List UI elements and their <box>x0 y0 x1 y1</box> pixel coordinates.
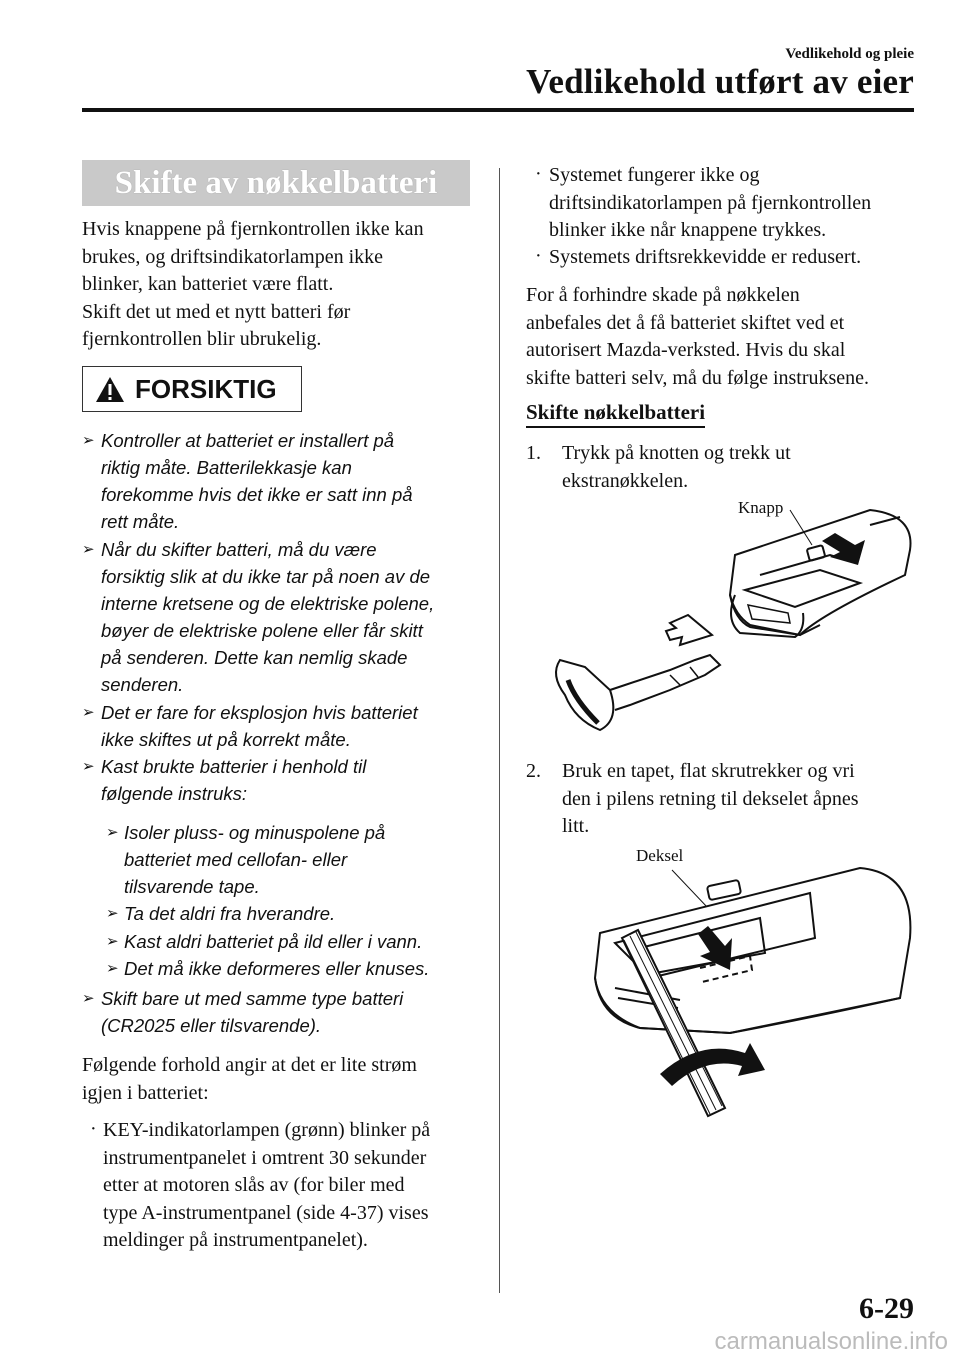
low-battery-intro <box>82 1052 417 1107</box>
text-line: Skift det ut med et nytt batteri før <box>82 300 351 323</box>
text-line: Følgende forhold angir at det er lite strøm <box>82 1054 417 1076</box>
arrow-bullet-icon: ➢ <box>82 757 95 775</box>
step-2-text <box>562 758 859 841</box>
text-line: driftsindikatorlampen på fjernkontrollen <box>549 191 872 214</box>
arrow-bullet-icon: ➢ <box>82 431 95 449</box>
figure-key-fob <box>520 495 920 755</box>
key-fob-illustration <box>520 495 920 755</box>
text-line: KEY-indikatorlampen (grønn) blinker på <box>103 1119 431 1141</box>
text-line: meldinger på instrumentpanelet). <box>103 1229 368 1251</box>
arrow-bullet-icon: ➢ <box>106 959 119 977</box>
caution-line: Kontroller at batteriet er installert på <box>101 430 395 451</box>
arrow-bullet-icon: ➢ <box>82 989 95 1007</box>
step-1-text <box>562 440 791 495</box>
caution-line: tilsvarende tape. <box>124 876 260 897</box>
text-line: etter at motoren slås av (for biler med <box>103 1174 405 1196</box>
header-section: Vedlikehold og pleie <box>785 46 914 62</box>
subheading: Skifte nøkkelbatteri <box>526 400 705 428</box>
caution-line: Isoler pluss- og minuspolene på <box>124 822 386 843</box>
figure-label: Deksel <box>636 846 684 865</box>
arrow-bullet-icon: ➢ <box>106 904 119 922</box>
caution-line: riktig måte. Batterilekkasje kan <box>101 457 352 478</box>
text-line: instrumentpanelet i omtrent 30 sekunder <box>103 1146 427 1169</box>
caution-line: Skift bare ut med samme type batteri <box>101 988 404 1009</box>
caution-line: senderen. <box>101 674 184 695</box>
caution-line: på senderen. Dette kan nemlig skade <box>101 647 408 668</box>
figure-open-cover <box>560 838 920 1128</box>
header-title: Vedlikehold utført av eier <box>526 62 914 101</box>
text-line: blinker, kan batteriet være flatt. <box>82 273 334 295</box>
text-line: blinker ikke når knappene trykkes. <box>549 219 827 241</box>
range-bullet: Systemets driftsrekkevidde er redusert. <box>549 246 862 268</box>
figure-label: Knapp <box>738 498 784 517</box>
text-line: skifte batteri selv, må du følge instruksene. <box>526 366 870 389</box>
caution-line: Når du skifter batteri, må du være <box>101 539 377 560</box>
text-line: litt. <box>562 815 590 837</box>
caution-line: følgende instruks: <box>101 783 248 804</box>
text-line: ekstranøkkelen. <box>562 469 689 492</box>
caution-line: Kast aldri batteriet på ild eller i vann. <box>124 931 423 952</box>
system-bullet <box>549 162 871 245</box>
section-banner: Skifte av nøkkelbatteri <box>82 160 470 206</box>
text-line: For å forhindre skade på nøkkelen <box>526 284 800 306</box>
page-number: 6-29 <box>859 1292 914 1325</box>
caution-line: Ta det aldri fra hverandre. <box>124 903 336 924</box>
caution-line: ikke skiftes ut på korrekt måte. <box>101 729 351 750</box>
dot-bullet-icon: · <box>535 245 542 267</box>
footer-watermark: carmanualsonline.info <box>714 1328 948 1355</box>
caution-label: FORSIKTIG <box>135 373 277 404</box>
caution-line: forekomme hvis det ikke er satt inn på <box>101 484 413 505</box>
text-line: Bruk en tapet, flat skrutrekker og vri <box>562 760 855 782</box>
text-line: Hvis knappene på fjernkontrollen ikke kan <box>82 218 424 240</box>
text-line: autorisert Mazda-verksted. Hvis du skal <box>526 339 846 361</box>
text-line: igjen i batteriet: <box>82 1081 209 1104</box>
caution-line: rett måte. <box>101 511 180 532</box>
caution-line: forsiktig slik at du ikke tar på noen av de <box>101 566 431 587</box>
text-line: anbefales det å få batteriet skiftet ved et <box>526 311 845 334</box>
text-line: Systemet fungerer ikke og <box>549 164 760 186</box>
dot-bullet-icon: · <box>535 163 542 185</box>
caution-box <box>82 366 302 412</box>
caution-line: Det er fare for eksplosjon hvis batteriet <box>101 702 418 723</box>
caution-line: (CR2025 eller tilsvarende). <box>101 1015 322 1036</box>
screwdriver-illustration <box>560 838 920 1128</box>
text-line: Trykk på knotten og trekk ut <box>562 442 791 464</box>
caution-line: interne kretsene og de elektriske polene, <box>101 593 435 614</box>
caution-line: bøyer de elektriske polene eller får skitt <box>101 620 423 641</box>
text-line: brukes, og driftsindikatorlampen ikke <box>82 245 384 268</box>
step-number: 2. <box>526 760 541 782</box>
arrow-bullet-icon: ➢ <box>82 703 95 721</box>
arrow-bullet-icon: ➢ <box>106 823 119 841</box>
text-line: type A-instrumentpanel (side 4-37) vises <box>103 1201 429 1224</box>
step-number: 1. <box>526 442 541 464</box>
arrow-bullet-icon: ➢ <box>106 932 119 950</box>
text-line: den i pilens retning til dekselet åpnes <box>562 787 859 810</box>
caution-line: Det må ikke deformeres eller knuses. <box>124 958 430 979</box>
column-divider <box>499 168 500 1293</box>
prevent-paragraph <box>526 282 869 392</box>
caution-line: batteriet med cellofan- eller <box>124 849 348 870</box>
caution-line: Kast brukte batterier i henhold til <box>101 756 367 777</box>
intro-paragraph <box>82 216 424 354</box>
warning-triangle-icon <box>95 376 125 403</box>
text-line: fjernkontrollen blir ubrukelig. <box>82 328 322 350</box>
dot-bullet-icon: · <box>90 1118 97 1140</box>
header-rule <box>82 108 914 112</box>
arrow-bullet-icon: ➢ <box>82 540 95 558</box>
key-indicator-item <box>103 1117 430 1255</box>
